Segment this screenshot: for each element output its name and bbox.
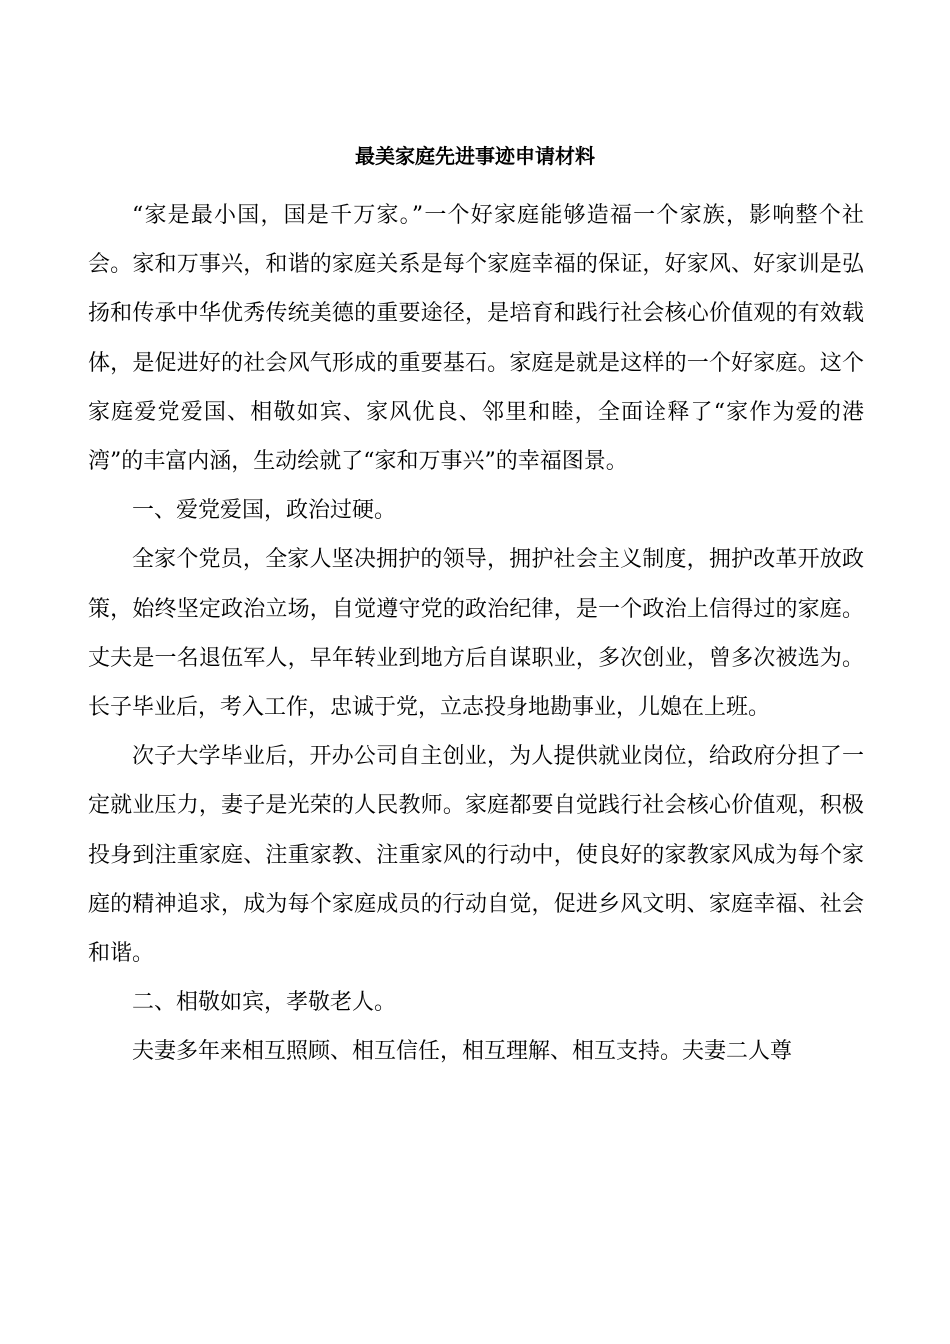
- section-heading-1: 一、爱党爱国，政治过硬。: [132, 498, 397, 524]
- paragraph-intro: “家是最小国，国是千万家。”一个好家庭能够造福一个家族，影响整个社会。家和万事兴，和谐的家庭关系是每个家庭幸福的保证，好家风、好家训是弘扬和传承中华优秀传统美德的重要途径，是培育和践行社会核心价值观的有效载体，是促进好的社会风气形成的重要基石。家庭是就是这样的一个好家庭。这个家庭爱党爱国、相敬如宾、家风优良、邻里和睦，全面诠释了“家作为爱的港湾”的丰富内涵，生动绘就了“家和万事兴”的幸福图景。: [88, 203, 864, 475]
- paragraph-section-1-a: 全家个党员，全家人坚决拥护的领导，拥护社会主义制度，拥护改革开放政策，始终坚定政治立场，自觉遵守党的政治纪律，是一个政治上信得过的家庭。丈夫是一名退伍军人，早年转业到地方后自谋职业，多次创业，曾多次被选为。长子毕业后，考入工作，忠诚于党，立志投身地勘事业，儿媳在上班。: [88, 547, 864, 721]
- paragraph-section-2-a: 夫妻多年来相互照顾、相互信任，相互理解、相互支持。夫妻二人尊: [132, 1039, 793, 1065]
- section-heading-2: 二、相敬如宾，孝敬老人。: [132, 990, 397, 1016]
- document-body: [88, 191, 864, 1077]
- paragraph-section-1-b: 次子大学毕业后，开办公司自主创业，为人提供就业岗位，给政府分担了一定就业压力，妻子是光荣的人民教师。家庭都要自觉践行社会核心价值观，积极投身到注重家庭、注重家教、注重家风的行动中，使良好的家教家风成为每个家庭的精神追求，成为每个家庭成员的行动自觉，促进乡风文明、家庭幸福、社会和谐。: [88, 744, 864, 967]
- document-title: 最美家庭先进事迹申请材料: [355, 144, 595, 168]
